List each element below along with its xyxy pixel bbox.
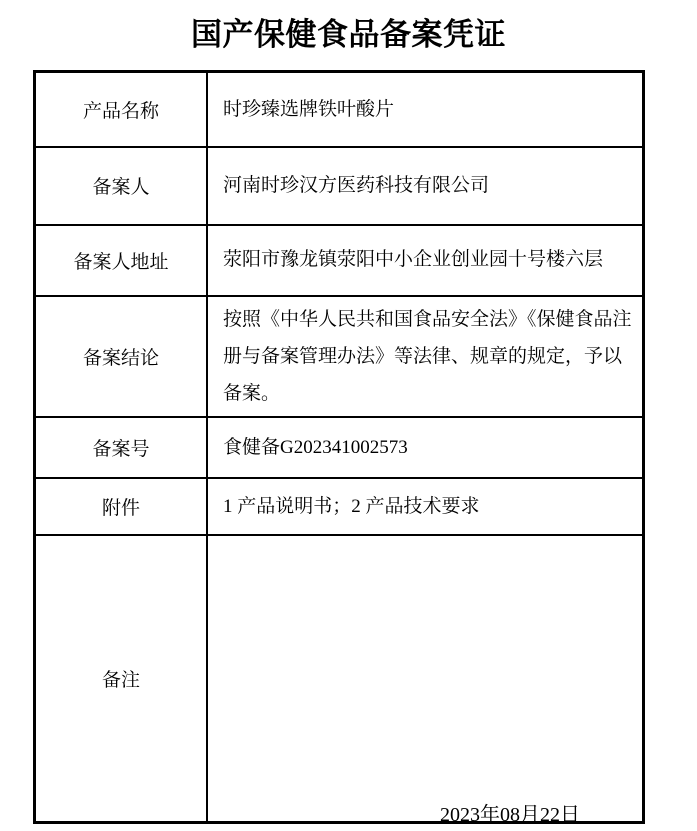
- row-label: 备案结论: [35, 296, 208, 417]
- row-value: 河南时珍汉方医药科技有限公司: [207, 147, 644, 225]
- row-label: 备案人: [35, 147, 208, 225]
- table-row: [35, 225, 644, 296]
- row-label: 备案号: [35, 417, 208, 478]
- certificate-table: [33, 70, 645, 824]
- row-label: 附件: [35, 478, 208, 535]
- row-label: 备注: [35, 535, 208, 823]
- certificate-table-body: [35, 72, 644, 823]
- table-row: [35, 296, 644, 417]
- table-row: [35, 72, 644, 147]
- table-row: [35, 147, 644, 225]
- table-row: [35, 535, 644, 823]
- row-value: 荥阳市豫龙镇荥阳中小企业创业园十号楼六层: [207, 225, 644, 296]
- row-value: 1 产品说明书；2 产品技术要求: [207, 478, 644, 535]
- page-title: 国产保健食品备案凭证: [191, 17, 506, 52]
- row-value: 按照《中华人民共和国食品安全法》《保健食品注册与备案管理办法》等法律、规章的规定，予以备案。: [207, 296, 644, 417]
- issue-date: 2023年08月22日: [440, 804, 580, 826]
- row-value: 食健备G202341002573: [207, 417, 644, 478]
- table-row: [35, 417, 644, 478]
- row-label: 产品名称: [35, 72, 208, 147]
- row-label: 备案人地址: [35, 225, 208, 296]
- row-value: 时珍臻选牌铁叶酸片: [207, 72, 644, 147]
- row-value: [207, 535, 644, 823]
- table-row: [35, 478, 644, 535]
